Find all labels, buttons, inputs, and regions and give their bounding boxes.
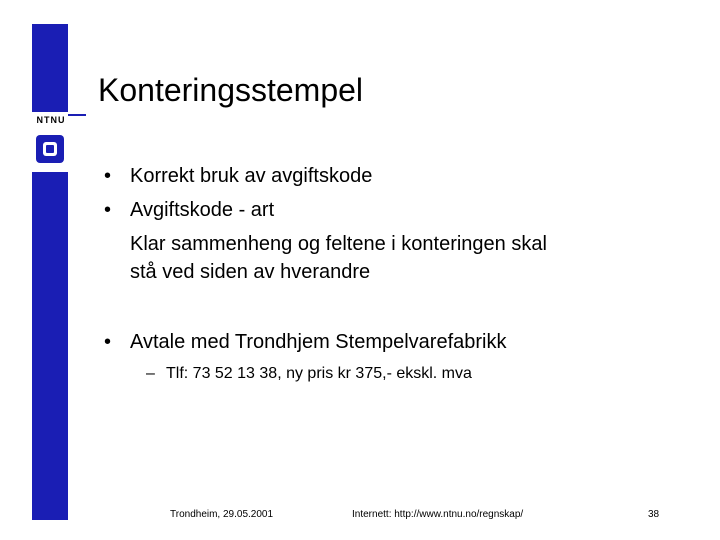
sub-bullet-marker: – (146, 365, 155, 382)
sidebar-bar-bottom (32, 172, 68, 520)
slide-title: Konteringsstempel (98, 72, 364, 108)
bullet-marker: • (104, 331, 112, 353)
bullet-continuation-line: stå ved siden av hverandre (130, 261, 371, 283)
ntnu-logo-text: NTNU (36, 115, 66, 125)
bullet-marker: • (104, 199, 112, 221)
bullet-continuation-line: Klar sammenheng og feltene i konteringen skal (130, 233, 547, 255)
bullet-text: Avtale med Trondhjem Stempelvarefabrikk (130, 331, 507, 353)
footer-url: Internett: http://www.ntnu.no/regnskap/ (352, 509, 524, 520)
ntnu-logo-icon (32, 131, 68, 167)
bullet-text: Avgiftskode - art (130, 199, 275, 221)
footer-date: Trondheim, 29.05.2001 (170, 509, 274, 520)
bullet-text: Korrekt bruk av avgiftskode (130, 165, 373, 187)
sidebar-bar-top (32, 24, 68, 112)
footer-page-number: 38 (648, 509, 660, 520)
bullet-marker: • (104, 165, 112, 187)
title-accent-line (68, 114, 86, 116)
sub-bullet-text: Tlf: 73 52 13 38, ny pris kr 375,- ekskl. mva (166, 365, 472, 382)
